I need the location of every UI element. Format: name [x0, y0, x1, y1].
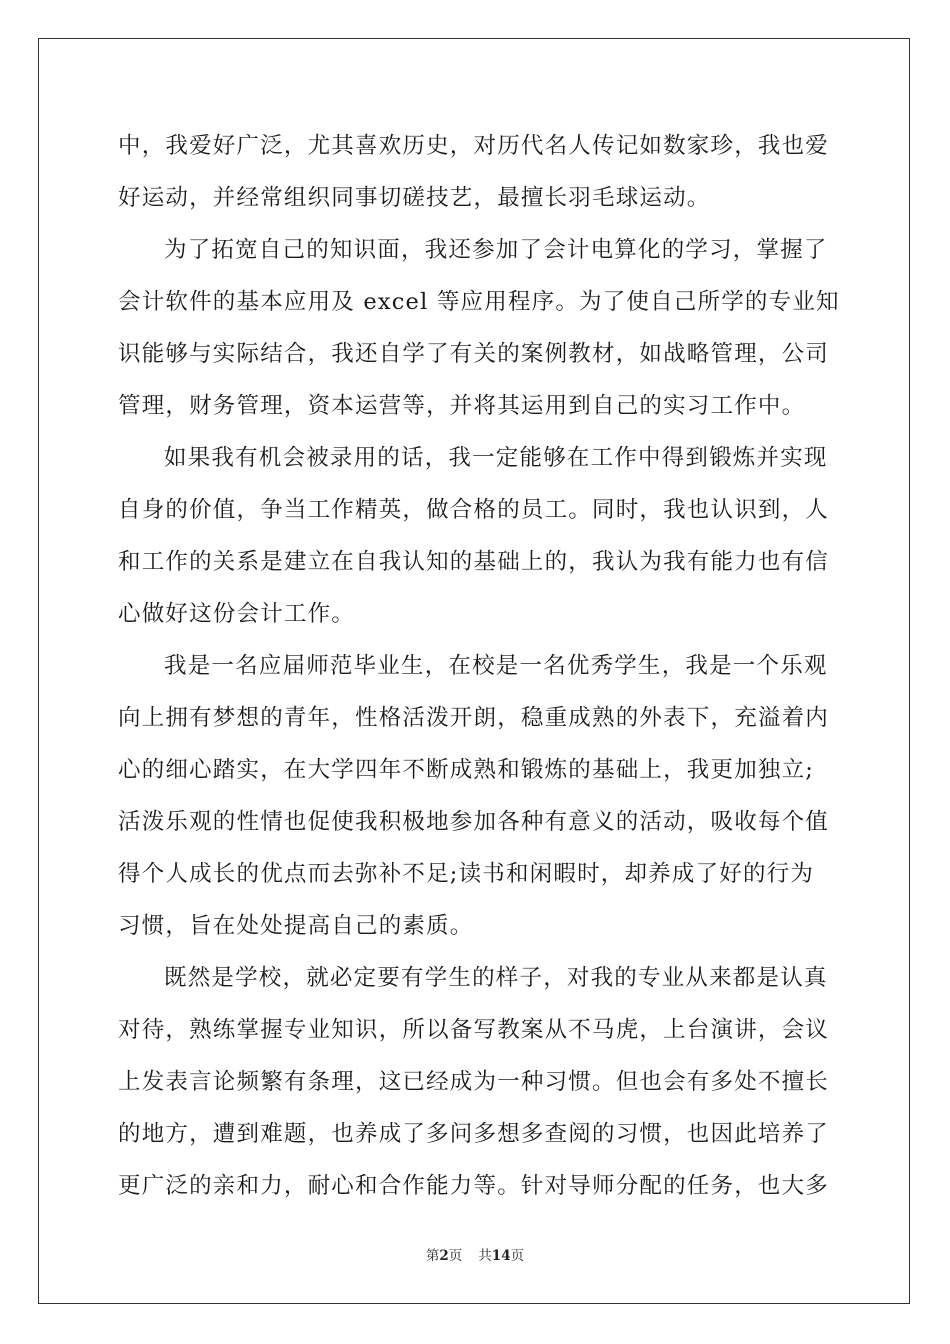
text-line: 管理，财务管理，资本运营等，并将其运用到自己的实习工作中。: [118, 393, 806, 419]
page-number: 2: [439, 1248, 449, 1264]
paragraph-start-line: 为了拓宽自己的知识面，我还参加了会计电算化的学习，掌握了: [164, 237, 828, 263]
total-prefix: 共: [478, 1248, 492, 1264]
paragraph-start-line: 我是一名应届师范毕业生，在校是一名优秀学生，我是一个乐观: [164, 653, 828, 679]
text-line: 的地方，遭到难题，也养成了多问多想多查阅的习惯，也因此培养了: [118, 1121, 830, 1147]
text-line: 对待，熟练掌握专业知识，所以备写教案从不马虎，上台演讲，会议: [118, 1017, 830, 1043]
paragraph-start-line: 如果我有机会被录用的话，我一定能够在工作中得到锻炼并实现: [164, 445, 828, 471]
total-suffix: 页: [510, 1248, 525, 1264]
page-prefix: 第: [425, 1248, 440, 1264]
text-line: 得个人成长的优点而去弥补不足;读书和闲暇时，却养成了好的行为: [118, 861, 815, 887]
text-line: 会计软件的基本应用及 excel 等应用程序。为了使自己所学的专业知: [118, 289, 840, 315]
text-line: 和工作的关系是建立在自我认知的基础上的，我认为我有能力也有信: [118, 549, 830, 575]
page-suffix: 页: [448, 1248, 463, 1264]
text-line: 中，我爱好广泛，尤其喜欢历史，对历代名人传记如数家珍，我也爱: [118, 133, 830, 159]
paragraph-start-line: 既然是学校，就必定要有学生的样子，对我的专业从来都是认真: [164, 965, 828, 991]
text-line: 更广泛的亲和力，耐心和合作能力等。针对导师分配的任务，也大多: [118, 1173, 830, 1199]
text-line: 识能够与实际结合，我还自学了有关的案例教材，如战略管理，公司: [118, 341, 830, 367]
text-line: 心做好这份会计工作。: [118, 601, 356, 627]
text-line: 上发表言论频繁有条理，这已经成为一种习惯。但也会有多处不擅长: [118, 1069, 830, 1095]
text-line: 心的细心踏实，在大学四年不断成熟和锻炼的基础上，我更加独立;: [118, 757, 815, 783]
text-line: 好运动，并经常组织同事切磋技艺，最擅长羽毛球运动。: [118, 185, 711, 211]
text-line: 自身的价值，争当工作精英，做合格的员工。同时，我也认识到，人: [118, 497, 830, 523]
text-line: 活泼乐观的性情也促使我积极地参加各种有意义的活动，吸收每个值: [118, 809, 830, 835]
text-line: 习惯，旨在处处提高自己的素质。: [118, 913, 474, 939]
text-line: 向上拥有梦想的青年，性格活泼开朗，稳重成熟的外表下，充溢着内: [118, 705, 830, 731]
total-pages: 14: [491, 1248, 511, 1264]
page-footer: [0, 1247, 950, 1265]
